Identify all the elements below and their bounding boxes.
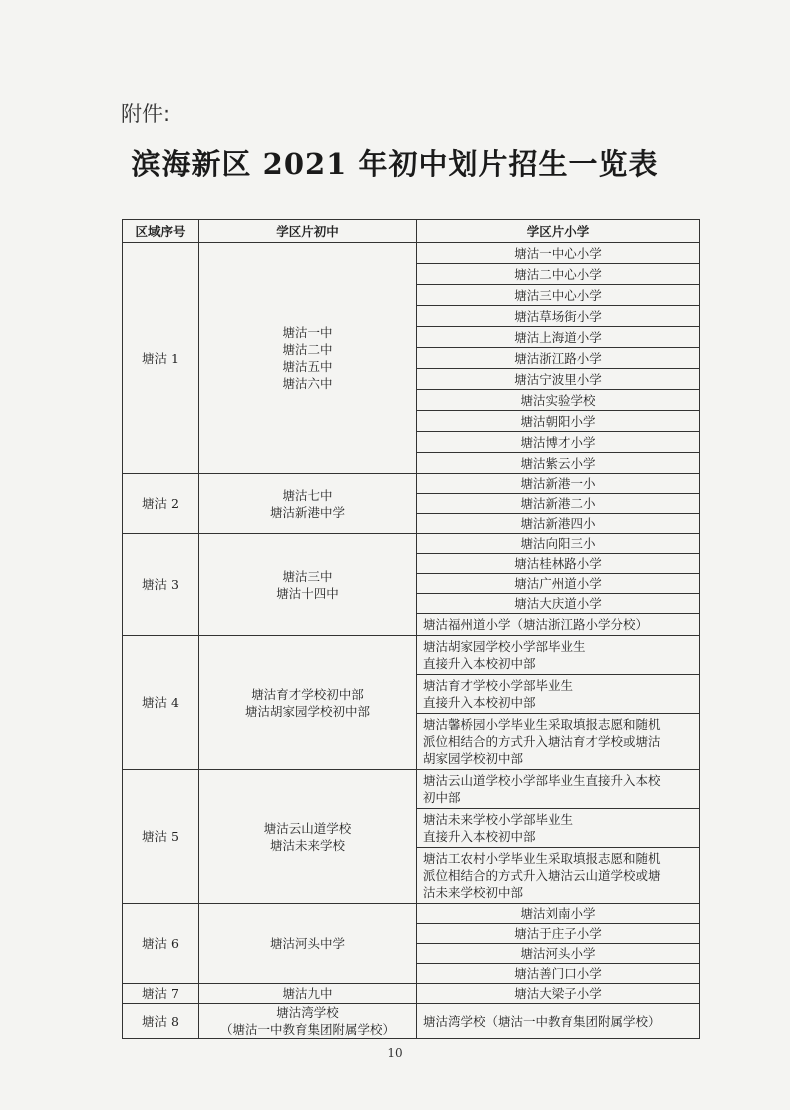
district-cell: 塘沽 8 <box>123 1004 199 1039</box>
middle-school-cell <box>199 243 417 474</box>
table-body <box>123 243 700 1039</box>
primary-school-cell: 塘沽一中心小学 <box>417 243 700 264</box>
middle-school-name: 塘沽新港中学 <box>269 504 345 520</box>
district-cell: 塘沽 3 <box>123 534 199 636</box>
district-cell: 塘沽 4 <box>123 636 199 770</box>
primary-school-cell: 塘沽三中心小学 <box>417 285 700 306</box>
primary-school-cell: 塘沽于庄子小学 <box>417 924 700 944</box>
primary-school-cell: 塘沽新港二小 <box>417 494 700 514</box>
primary-school-cell: 塘沽育才学校小学部毕业生 直接升入本校初中部 <box>417 675 700 714</box>
table-row <box>123 534 700 554</box>
primary-school-cell: 塘沽河头小学 <box>417 944 700 964</box>
primary-school-cell: 塘沽胡家园学校小学部毕业生 直接升入本校初中部 <box>417 636 700 675</box>
middle-school-name: 塘沽育才学校初中部 <box>251 686 364 702</box>
middle-school-name: 塘沽十四中 <box>276 585 339 601</box>
primary-school-cell: 塘沽桂林路小学 <box>417 554 700 574</box>
table-row <box>123 243 700 264</box>
middle-school-cell <box>199 636 417 770</box>
middle-school-name: 塘沽六中 <box>282 376 333 391</box>
middle-school-name: 塘沽五中 <box>282 359 333 374</box>
primary-school-cell: 塘沽广州道小学 <box>417 574 700 594</box>
table-row <box>123 1004 700 1039</box>
primary-school-cell: 塘沽向阳三小 <box>417 534 700 554</box>
district-cell: 塘沽 6 <box>123 904 199 984</box>
primary-school-cell: 塘沽工农村小学毕业生采取填报志愿和随机 派位相结合的方式升入塘沽云山道学校或塘 沽未来学校初中部 <box>417 848 700 904</box>
middle-school-name: 塘沽湾学校 <box>276 1005 339 1020</box>
header-middle-school: 学区片初中 <box>199 220 417 243</box>
page-title: 滨海新区 2021 年初中划片招生一览表 <box>131 147 659 181</box>
primary-school-cell: 塘沽草场街小学 <box>417 306 700 327</box>
enrollment-table <box>122 219 700 1039</box>
table-row <box>123 636 700 675</box>
primary-school-cell: 塘沽上海道小学 <box>417 327 700 348</box>
primary-school-cell: 塘沽善门口小学 <box>417 964 700 984</box>
middle-school-cell <box>199 474 417 534</box>
primary-school-cell: 塘沽浙江路小学 <box>417 348 700 369</box>
primary-school-cell: 塘沽博才小学 <box>417 432 700 453</box>
middle-school-name: 塘沽七中 <box>282 487 333 503</box>
district-cell: 塘沽 1 <box>123 243 199 474</box>
table-header-row <box>123 220 700 243</box>
middle-school-cell <box>199 770 417 904</box>
middle-school-cell <box>199 1004 417 1039</box>
district-cell: 塘沽 5 <box>123 770 199 904</box>
middle-school-name: 塘沽河头中学 <box>269 936 345 951</box>
page-number: 10 <box>387 1046 403 1060</box>
attachment-label: 附件: <box>121 102 171 126</box>
middle-school-name: 塘沽未来学校 <box>269 837 345 853</box>
primary-school-cell: 塘沽宁波里小学 <box>417 369 700 390</box>
primary-school-cell: 塘沽刘南小学 <box>417 904 700 924</box>
middle-school-name: （塘沽一中教育集团附属学校） <box>219 1022 395 1037</box>
table-row <box>123 984 700 1004</box>
primary-school-cell: 塘沽大庆道小学 <box>417 594 700 614</box>
primary-school-cell: 塘沽实验学校 <box>417 390 700 411</box>
middle-school-cell <box>199 984 417 1004</box>
primary-school-cell: 塘沽福州道小学（塘沽浙江路小学分校） <box>417 614 700 636</box>
middle-school-cell <box>199 904 417 984</box>
primary-school-cell: 塘沽馨桥园小学毕业生采取填报志愿和随机 派位相结合的方式升入塘沽育才学校或塘沽 胡家园学校初中部 <box>417 714 700 770</box>
table-row <box>123 474 700 494</box>
primary-school-cell: 塘沽朝阳小学 <box>417 411 700 432</box>
middle-school-name: 塘沽云山道学校 <box>263 820 352 836</box>
primary-school-cell: 塘沽二中心小学 <box>417 264 700 285</box>
table-row <box>123 904 700 924</box>
district-cell: 塘沽 2 <box>123 474 199 534</box>
primary-school-cell: 塘沽云山道学校小学部毕业生直接升入本校 初中部 <box>417 770 700 809</box>
primary-school-cell: 塘沽大梁子小学 <box>417 984 700 1004</box>
primary-school-cell: 塘沽新港四小 <box>417 514 700 534</box>
middle-school-name: 塘沽胡家园学校初中部 <box>244 703 370 719</box>
middle-school-name: 塘沽九中 <box>282 986 333 1001</box>
middle-school-name: 塘沽三中 <box>282 568 333 584</box>
primary-school-cell: 塘沽未来学校小学部毕业生 直接升入本校初中部 <box>417 809 700 848</box>
header-district: 区域序号 <box>123 220 199 243</box>
middle-school-name: 塘沽一中 <box>282 325 333 340</box>
middle-school-name: 塘沽二中 <box>282 342 333 357</box>
primary-school-cell: 塘沽紫云小学 <box>417 453 700 474</box>
header-primary-school: 学区片小学 <box>417 220 700 243</box>
middle-school-cell <box>199 534 417 636</box>
primary-school-cell: 塘沽新港一小 <box>417 474 700 494</box>
primary-school-cell: 塘沽湾学校（塘沽一中教育集团附属学校） <box>417 1004 700 1039</box>
district-cell: 塘沽 7 <box>123 984 199 1004</box>
table-row <box>123 770 700 809</box>
